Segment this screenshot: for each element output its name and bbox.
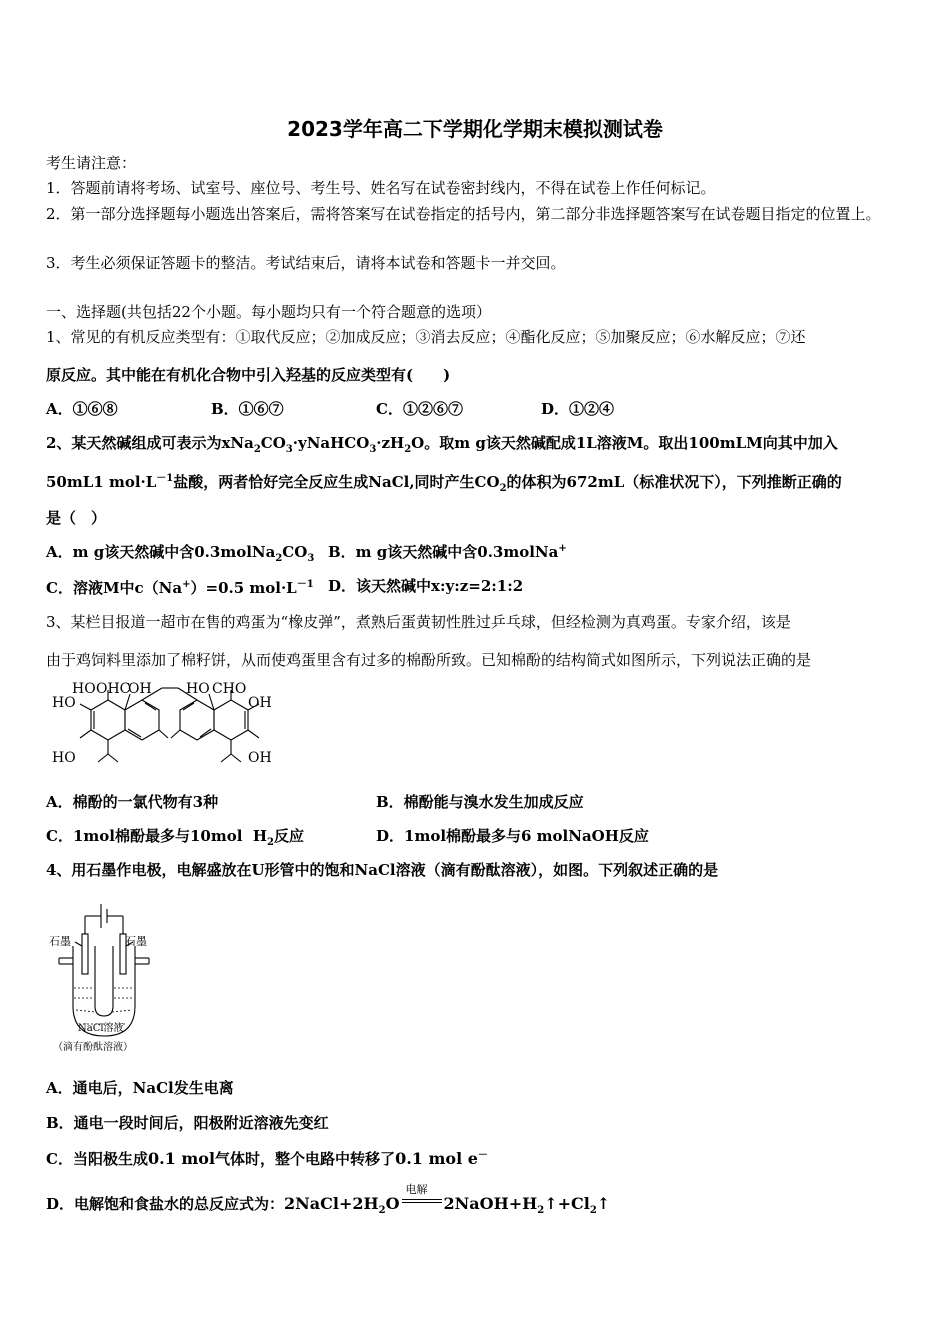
q3-stem-line2: 由于鸡饲料里添加了棉籽饼，从而使鸡蛋里含有过多的棉酚所致。已知棉酚的结构简式如图所示，下列说法正确的是 [46, 651, 812, 669]
q3-option-c: C．1mol棉酚最多与10mol $H_2$反应 [46, 827, 305, 848]
q2-stem-line2: 50mL1 $mol\cdot L^{-1}$盐酸，两者恰好完全反应生成NaCl,同时产生$CO_2$的体积为672mL（标准状况下），下列推断正确的 [46, 473, 842, 494]
diagram-label-nacl-solution: NaCl溶液 [78, 1023, 124, 1034]
structure-label-oh-left-top: OH [128, 681, 152, 697]
structure-label-ho-left-top: HO [72, 681, 96, 697]
q2-option-b: B．m g该天然碱中含0.3molNa+ [328, 543, 567, 561]
diagram-label-phenolphthalein: （滴有酚酞溶液） [53, 1042, 133, 1053]
q3-option-d: D．1mol棉酚最多与6 molNaOH反应 [376, 827, 649, 845]
electrolysis-arrow-label: 电解 [405, 1183, 428, 1196]
structure-label-ho-left-lower: HO [52, 750, 76, 766]
q4-option-b: B．通电一段时间后，阳极附近溶液先变红 [46, 1114, 329, 1132]
q2-option-a: A．m g该天然碱中含$0.3molNa_2CO_3$ [46, 543, 315, 564]
q2-stem-line3: 是（ ） [46, 509, 107, 527]
notice-item-2: 2．第一部分选择题每小题选出答案后，需将答案写在试卷指定的括号内，第二部分非选择题答案写在试卷题目指定的位置上。 [46, 205, 881, 223]
q1-stem-line1: 1、常见的有机反应类型有：①取代反应；②加成反应；③消去反应；④酯化反应；⑤加聚反应；⑥水解反应；⑦还 [46, 328, 806, 346]
electrolysis-arrow [400, 1183, 444, 1212]
q2-stem-line1: 2、某天然碱组成可表示为$xNa_2CO_3\cdot yNaHCO_3\cdot zH_2O$。取m g该天然碱配成1L溶液M。取出100mLM向其中加入 [46, 434, 838, 455]
q1-option-b: B．①⑥⑦ [211, 400, 284, 418]
q2-option-d: D．该天然碱中x:y:z=2:1:2 [328, 577, 524, 595]
electrolysis-u-tube-diagram [45, 898, 165, 1058]
q4-option-c: C．当阳极生成0.1 mol气体时，整个电路中转移了0.1 mol e－ [46, 1149, 488, 1168]
notice-item-1: 1．答题前请将考场、试室号、座位号、考生号、姓名写在试卷密封线内，不得在试卷上作任何标记。 [46, 179, 716, 197]
structure-label-oh-right-lower: OH [248, 750, 272, 766]
q4-option-d: D．电解饱和食盐水的总反应式为：$2NaCl+2H_2O$ 电解 $2NaOH+H_2↑+Cl_2↑$ [46, 1183, 611, 1216]
q3-option-b: B．棉酚能与溴水发生加成反应 [376, 793, 584, 811]
notice-heading: 考生请注意： [46, 154, 137, 172]
q4-option-a: A．通电后，NaCl发生电离 [46, 1079, 234, 1097]
q1-stem-line2: 原反应。其中能在有机化合物中引入羟基的反应类型有( ) [46, 366, 451, 384]
structure-label-ho-left-upper: HO [52, 695, 76, 711]
q4-stem: 4、用石墨作电极，电解盛放在U形管中的饱和NaCl溶液（滴有酚酞溶液），如图。下列叙述正确的是 [46, 861, 719, 879]
page-title: 2023学年高二下学期化学期末模拟测试卷 [287, 117, 663, 141]
q1-option-c: C．①②⑥⑦ [376, 400, 463, 418]
diagram-label-left-graphite: 石墨 [49, 935, 71, 948]
section-heading: 一、选择题(共包括22个小题。每小题均只有一个符合题意的选项） [46, 303, 491, 321]
structure-label-cho: CHO [212, 681, 247, 697]
structure-label-ho-right-top: HO [186, 681, 210, 697]
gossypol-structure-diagram [50, 678, 290, 778]
diagram-label-right-graphite: 石墨 [125, 935, 147, 948]
q3-option-a: A．棉酚的一氯代物有3种 [46, 793, 219, 811]
q1-option-d: D．①②④ [541, 400, 615, 418]
q2-option-c: C．溶液M中c（Na+）=0.5 $mol\cdot L^{-1}$ [46, 579, 314, 597]
notice-item-3: 3．考生必须保证答题卡的整洁。考试结束后，请将本试卷和答题卡一并交回。 [46, 254, 566, 272]
structure-label-oh-right-upper: OH [248, 695, 272, 711]
structure-label-ohc: OHC [96, 681, 131, 697]
q3-stem-line1: 3、某栏目报道一超市在售的鸡蛋为“橡皮弹”，煮熟后蛋黄韧性胜过乒乓球，但经检测为真鸡蛋。专家介绍，该是 [46, 613, 791, 631]
q1-option-a: A．①⑥⑧ [46, 400, 118, 418]
